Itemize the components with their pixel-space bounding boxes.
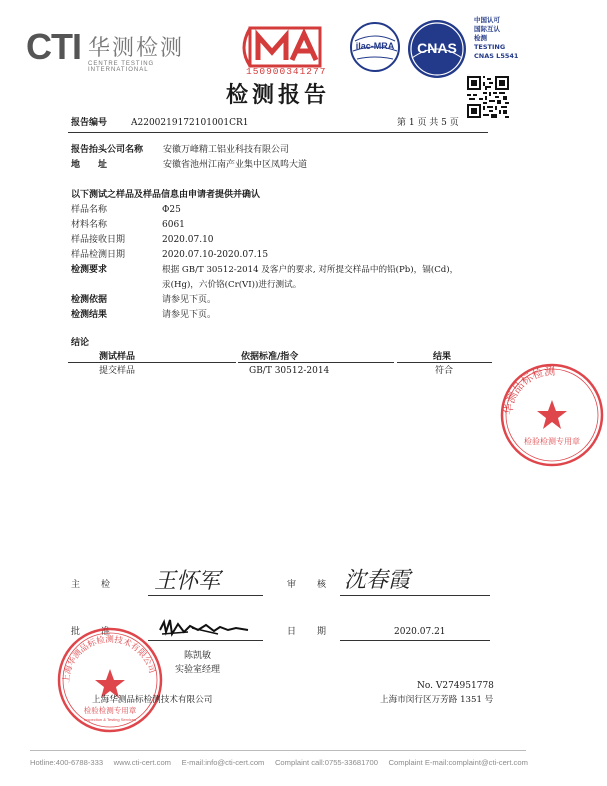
sample-field-value: Φ25	[162, 205, 181, 215]
sample-field-label: 样品检测日期	[71, 250, 126, 260]
cnas-line: TESTING	[474, 43, 506, 51]
approve-line	[148, 640, 263, 641]
table-cell-standard: GB/T 30512-2014	[249, 366, 330, 376]
approver-name: 陈凯敏	[184, 651, 212, 661]
date-line	[340, 640, 490, 641]
cti-logo-chinese: 华测检测	[88, 36, 185, 61]
footer-complaint-call: Complaint call:0755-33681700	[274, 758, 378, 767]
cnas-line: 中国认可	[474, 16, 500, 24]
main-check-signature-text: 王怀军	[154, 569, 221, 594]
basis-label: 检测依据	[71, 295, 108, 305]
cnas-logo-icon	[406, 18, 468, 80]
stamp-right-cn: 华测品标检测	[501, 364, 556, 416]
sample-field-value: 6061	[162, 220, 185, 230]
company-name: 安徽万峰精工铝业科技有限公司	[163, 145, 290, 155]
footer-hotline: Hotline:400-6788-333	[30, 758, 104, 767]
report-serial-no: No. V274951778	[417, 681, 494, 691]
company-name-label: 报告抬头公司名称	[71, 145, 144, 155]
cnas-text: CNAS	[417, 40, 457, 56]
main-check-line	[148, 595, 263, 596]
conclusion-heading: 结论	[71, 338, 90, 348]
sample-field-value: 2020.07.10	[162, 235, 214, 245]
review-label: 审 核	[287, 580, 328, 590]
page-title: 检测报告	[225, 83, 330, 108]
footer-email[interactable]: E-mail:info@cti-cert.com	[181, 758, 265, 767]
table-cell-result: 符合	[435, 366, 454, 376]
stamp-right-bottom: 检验检测专用章	[524, 437, 580, 446]
result-value: 请参见下页。	[162, 310, 217, 320]
approver-title: 实验室经理	[175, 665, 221, 675]
ilac-text: ilac-MRA	[355, 41, 395, 51]
footer-complaint-email[interactable]: Complaint E-mail:complaint@cti-cert.com	[388, 758, 528, 767]
cti-logo-english: CENTRE TESTING INTERNATIONAL	[88, 61, 155, 73]
requirement-text: 汞(Hg)，六价铬(Cr(VI))进行测试。	[162, 280, 302, 290]
footer-website[interactable]: www.cti-cert.com	[113, 758, 171, 767]
approve-label: 批 准	[71, 627, 112, 637]
table-header-sample: 测试样品	[99, 352, 136, 362]
approve-signature-icon	[158, 616, 258, 640]
cnas-line: 检测	[474, 34, 487, 42]
table-header-result: 结果	[433, 352, 452, 362]
sample-section-heading: 以下测试之样品及样品信息由申请者提供并确认	[71, 190, 261, 200]
inspection-stamp-right-icon	[497, 360, 607, 470]
requirement-label: 检测要求	[71, 265, 108, 275]
sample-field-label: 材料名称	[71, 220, 108, 230]
footer-divider	[30, 750, 526, 751]
issuer-company: 上海华测品标检测技术有限公司	[92, 695, 213, 705]
table-header-underline	[238, 362, 394, 363]
sample-field-value: 2020.07.10-2020.07.15	[162, 250, 269, 260]
stamp-left-cn: 上海华测品标检测技术有限公司	[61, 634, 157, 684]
requirement-text: 根据 GB/T 30512-2014 及客户的要求, 对所提交样品中的铅(Pb)，镉(Cd)，	[162, 265, 459, 275]
ilac-mra-logo-icon	[349, 21, 401, 73]
cti-logo-letters: CTI	[26, 26, 81, 67]
sample-field-label: 样品接收日期	[71, 235, 126, 245]
report-number-row	[71, 117, 107, 130]
footer-contacts	[30, 758, 530, 767]
review-signature-text: 沈春霞	[344, 568, 411, 593]
cti-logo	[26, 26, 206, 71]
review-line	[340, 595, 490, 596]
main-check-signature-icon	[150, 562, 260, 598]
qr-code-icon	[467, 76, 509, 118]
table-header-underline	[397, 362, 492, 363]
cnas-accreditation-text	[474, 16, 518, 61]
header-divider	[68, 132, 488, 133]
cnas-line: CNAS L5541	[474, 52, 519, 60]
page-info: 第 1 页 共 5 页	[397, 118, 459, 128]
company-address-label: 地 址	[71, 160, 108, 170]
table-header-standard: 依据标准/指令	[241, 352, 299, 362]
table-cell-sample: 提交样品	[99, 366, 136, 376]
report-number-label: 报告编号	[71, 118, 108, 128]
main-check-label: 主 检	[71, 580, 112, 590]
date-value: 2020.07.21	[394, 627, 446, 637]
cma-number: 150900341277	[246, 66, 327, 77]
company-address: 安徽省池州江南产业集中区凤鸣大道	[163, 160, 308, 170]
basis-value: 请参见下页。	[162, 295, 217, 305]
review-signature-icon	[340, 560, 455, 596]
sample-field-label: 样品名称	[71, 205, 108, 215]
stamp-left-bottom-en: Inspection & Testing Services	[83, 717, 137, 722]
inspection-stamp-left-icon	[55, 625, 165, 735]
report-number: A2200219172101001CR1	[131, 118, 249, 128]
stamp-left-bottom: 检验检测专用章	[83, 706, 137, 715]
issuer-address: 上海市闵行区万芳路 1351 号	[380, 695, 494, 705]
result-label: 检测结果	[71, 310, 108, 320]
table-header-underline	[68, 362, 236, 363]
date-label: 日 期	[287, 627, 328, 637]
cnas-line: 国际互认	[474, 25, 500, 33]
